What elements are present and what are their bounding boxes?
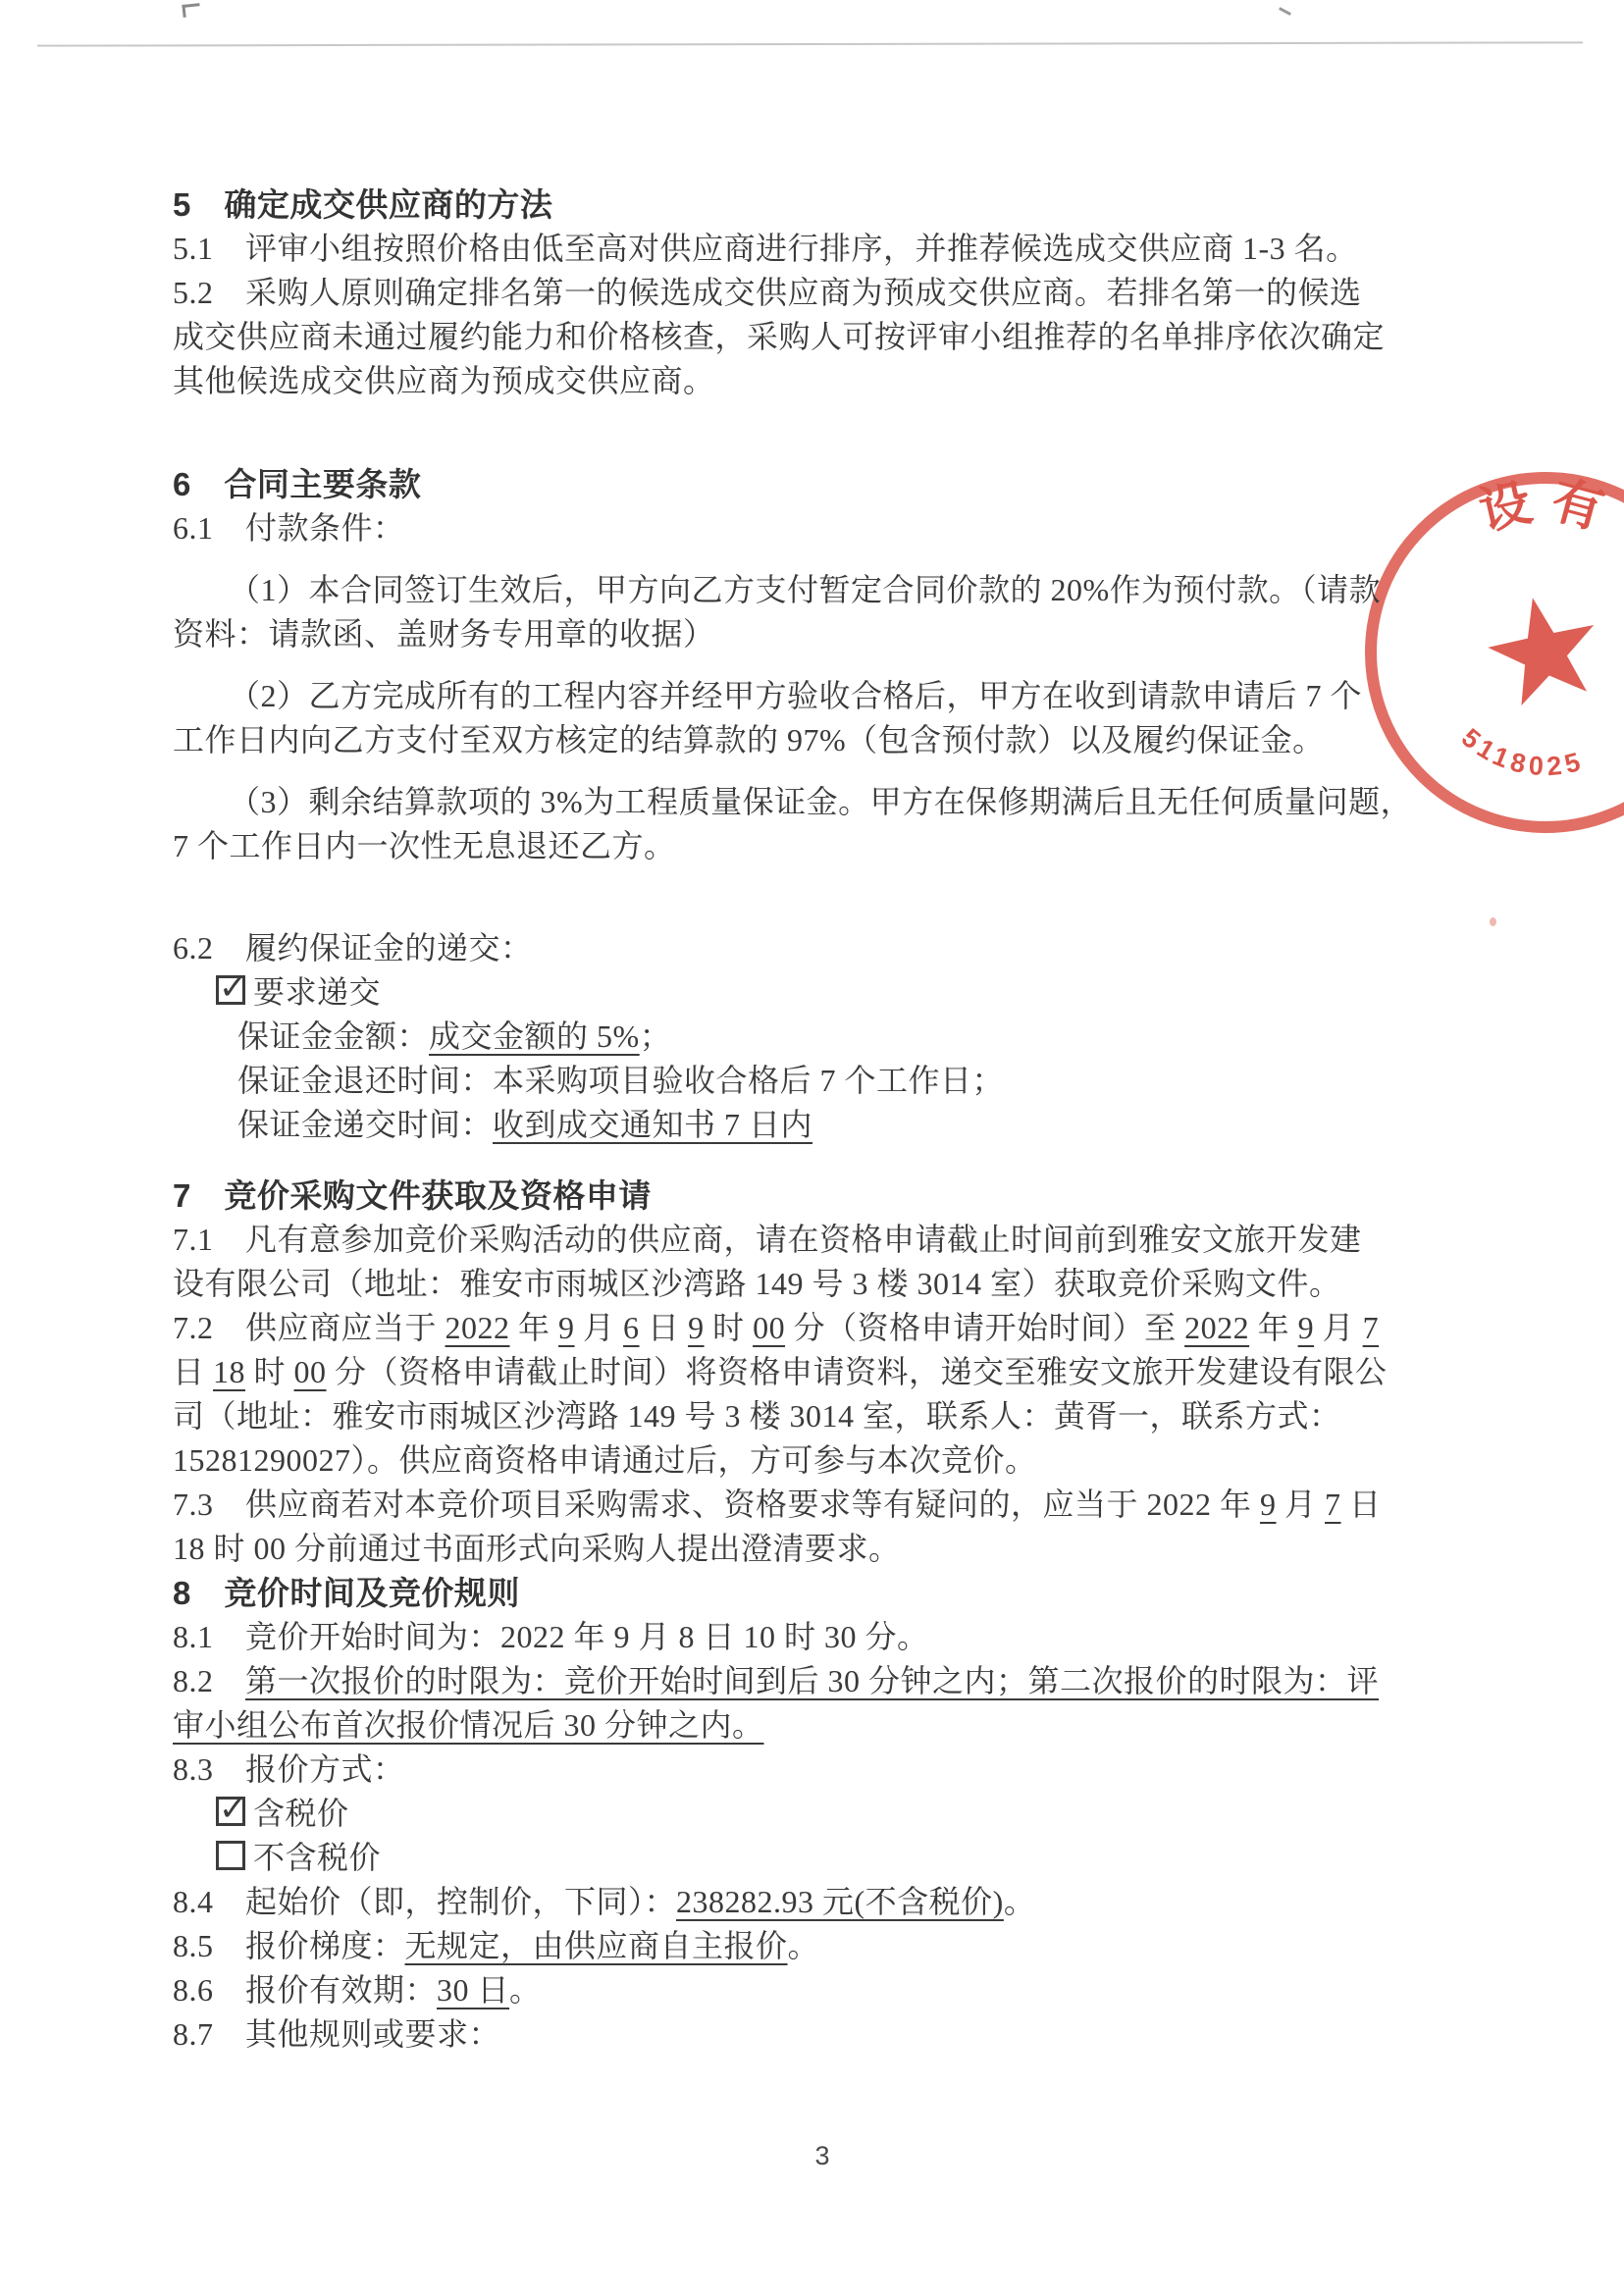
- checkbox-unchecked-icon: [216, 1841, 245, 1870]
- line-7-2c: [173, 1394, 1499, 1438]
- seal-serial-digits: 5118025: [1455, 722, 1589, 782]
- underlined-text: 9: [1297, 1310, 1315, 1345]
- underlined-text: 00: [293, 1354, 327, 1389]
- line-6-2: [173, 926, 1499, 970]
- text: 6 合同主要条款: [173, 466, 422, 502]
- line-7-3b: [173, 1527, 1499, 1571]
- text: 保证金金额：: [237, 1018, 430, 1054]
- text: 年: [1249, 1310, 1298, 1345]
- text: 7.1 凡有意参加竞价采购活动的供应商，请在资格申请截止时间前到雅安文旅开发建: [173, 1222, 1362, 1257]
- page-number: 3: [814, 2141, 830, 2170]
- line-5-2b: [173, 315, 1499, 359]
- checkbox-line-tax-excluded: [173, 1836, 1499, 1880]
- checkbox-label: 不含税价: [253, 1840, 382, 1875]
- underlined-text: 00: [753, 1310, 786, 1345]
- underlined-text: 9: [688, 1310, 705, 1345]
- text: 15281290027）。供应商资格申请通过后，方可参与本次竞价。: [173, 1442, 1037, 1478]
- line-8-1: [173, 1615, 1499, 1659]
- line-6-1-p2a: [173, 674, 1499, 718]
- text: 保证金递交时间：: [237, 1107, 494, 1142]
- seal-star-icon: [1488, 598, 1594, 705]
- text: （1）本合同签订生效后，甲方向乙方支付暂定合同价款的 20%作为预付款。（请款: [229, 572, 1382, 607]
- text: 日: [173, 1354, 214, 1389]
- underlined-text: 无规定，由供应商自主报价: [404, 1928, 788, 1963]
- scan-speck: [1279, 7, 1291, 16]
- text: 月: [1276, 1487, 1326, 1522]
- text: 8.3 报价方式：: [173, 1751, 405, 1787]
- line-5-2a: [173, 271, 1499, 315]
- line-deposit-refund-time: [173, 1059, 1499, 1103]
- text: 8.1 竞价开始时间为：2022 年 9 月 8 日 10 时 30 分。: [173, 1619, 929, 1654]
- checkbox-checked-icon: [216, 975, 245, 1005]
- text: 日: [639, 1310, 689, 1345]
- line-6-1-p2b: [173, 718, 1499, 762]
- line-8-7: [173, 2012, 1499, 2057]
- text: 司（地址：雅安市雨城区沙湾路 149 号 3 楼 3014 室，联系人：黄胥一，联系方式：: [173, 1398, 1341, 1434]
- text: 8.4 起始价（即，控制价，下同）：: [173, 1884, 677, 1919]
- line-7-2d: [173, 1438, 1499, 1483]
- underlined-text: 7: [1362, 1310, 1380, 1345]
- line-5-1: [173, 227, 1499, 271]
- text: 18 时 00 分前通过书面形式向采购人提出澄清要求。: [173, 1531, 901, 1566]
- text: 分（资格申请开始时间）至: [785, 1310, 1185, 1345]
- text: 8.5 报价梯度：: [173, 1928, 405, 1963]
- text: 。: [509, 1972, 542, 2008]
- heading-6: [173, 462, 1499, 506]
- checkbox-line-tax-included: [173, 1792, 1499, 1836]
- text: 7.2 供应商应当于: [173, 1310, 445, 1345]
- text: 月: [574, 1310, 624, 1345]
- line-6-1-p3b: [173, 824, 1499, 868]
- line-deposit-submit-time: [173, 1103, 1499, 1147]
- seal-arc-text: 设有: [1474, 471, 1623, 544]
- text: ；: [639, 1018, 672, 1054]
- text: 8.7 其他规则或要求：: [173, 2016, 501, 2052]
- line-6-1-p3a: [173, 780, 1499, 824]
- underlined-text: 收到成交通知书 7 日内: [493, 1107, 813, 1142]
- text: 。: [1003, 1884, 1036, 1919]
- text: 5.1 评审小组按照价格由低至高对供应商进行排序，并推荐候选成交供应商 1-3 名。: [173, 231, 1358, 266]
- heading-7: [173, 1174, 1499, 1218]
- text: 月: [1314, 1310, 1363, 1345]
- underlined-text: 第一次报价的时限为：竞价开始时间到后 30 分钟之内；第二次报价的时限为：评: [245, 1663, 1380, 1698]
- text: 时: [704, 1310, 754, 1345]
- checkbox-checked-icon: [216, 1797, 245, 1826]
- text: 。: [787, 1928, 820, 1963]
- text: 其他候选成交供应商为预成交供应商。: [173, 363, 715, 398]
- text: 7.3 供应商若对本竞价项目采购需求、资格要求等有疑问的，应当于 2022 年: [173, 1487, 1261, 1522]
- text: 日: [1340, 1487, 1382, 1522]
- underlined-text: 2022: [445, 1310, 510, 1345]
- text: 7 个工作日内一次性无息退还乙方。: [173, 828, 676, 863]
- checkbox-label: 要求递交: [253, 974, 382, 1010]
- line-7-1b: [173, 1262, 1499, 1306]
- text: 设有限公司（地址：雅安市雨城区沙湾路 149 号 3 楼 3014 室）获取竞价采购文件。: [173, 1266, 1341, 1301]
- line-6-1-p1b: [173, 612, 1499, 656]
- scan-edge-line: [37, 41, 1583, 46]
- line-8-5: [173, 1924, 1499, 1968]
- checkbox-label: 含税价: [253, 1796, 349, 1831]
- underlined-text: 审小组公布首次报价情况后 30 分钟之内。: [173, 1707, 764, 1743]
- underlined-text: 18: [213, 1354, 246, 1389]
- underlined-text: 30 日: [437, 1972, 510, 2008]
- underlined-text: 9: [1260, 1487, 1277, 1522]
- line-7-2b: [173, 1350, 1499, 1394]
- text: 5 确定成交供应商的方法: [173, 186, 553, 223]
- text: （3）剩余结算款项的 3%为工程质量保证金。甲方在保修期满后且无任何质量问题，: [229, 784, 1413, 819]
- line-7-1a: [173, 1218, 1499, 1262]
- underlined-text: 成交金额的 5%: [429, 1018, 640, 1054]
- text: 时: [245, 1354, 294, 1389]
- text: 8.6 报价有效期：: [173, 1972, 438, 2008]
- line-8-2b: [173, 1703, 1499, 1748]
- line-6-1: [173, 506, 1499, 550]
- text: 成交供应商未通过履约能力和价格核查，采购人可按评审小组推荐的名单排序依次确定: [173, 319, 1386, 354]
- text: 6.2 履约保证金的递交：: [173, 930, 533, 965]
- text: 工作日内向乙方支付至双方核定的结算款的 97%（包含预付款）以及履约保证金。: [173, 722, 1325, 757]
- text: 年: [509, 1310, 559, 1345]
- underlined-text: 6: [623, 1310, 640, 1345]
- text: 分（资格申请截止时间）将资格申请资料，递交至雅安文旅开发建设有限公: [326, 1354, 1388, 1389]
- text: （2）乙方完成所有的工程内容并经甲方验收合格后，甲方在收到请款申请后 7 个: [229, 678, 1363, 713]
- checkbox-line-require-submit: [173, 970, 1499, 1015]
- text: 资料：请款函、盖财务专用章的收据）: [173, 616, 715, 652]
- text: 5.2 采购人原则确定排名第一的候选成交供应商为预成交供应商。若排名第一的候选: [173, 275, 1362, 310]
- line-6-1-p1a: [173, 568, 1499, 612]
- text: 7 竞价采购文件获取及资格申请: [173, 1177, 652, 1214]
- underlined-text: 9: [558, 1310, 575, 1345]
- heading-8: [173, 1571, 1499, 1615]
- text: 8 竞价时间及竞价规则: [173, 1575, 520, 1611]
- scan-speck: [182, 3, 200, 18]
- line-8-4: [173, 1880, 1499, 1924]
- line-5-2c: [173, 359, 1499, 403]
- line-7-3a: [173, 1483, 1499, 1527]
- line-7-2a: [173, 1306, 1499, 1350]
- underlined-text: 238282.93 元(不含税价): [676, 1884, 1004, 1919]
- heading-5: [173, 183, 1499, 227]
- text: 8.2: [173, 1663, 246, 1698]
- line-8-6: [173, 1968, 1499, 2012]
- text: 6.1 付款条件：: [173, 510, 405, 546]
- line-8-2a: [173, 1659, 1499, 1703]
- document-body: [173, 183, 1499, 2057]
- text: 保证金退还时间：本采购项目验收合格后 7 个工作日；: [237, 1063, 1005, 1098]
- line-deposit-amount: [173, 1015, 1499, 1059]
- line-8-3: [173, 1748, 1499, 1792]
- underlined-text: 2022: [1184, 1310, 1250, 1345]
- underlined-text: 7: [1325, 1487, 1341, 1522]
